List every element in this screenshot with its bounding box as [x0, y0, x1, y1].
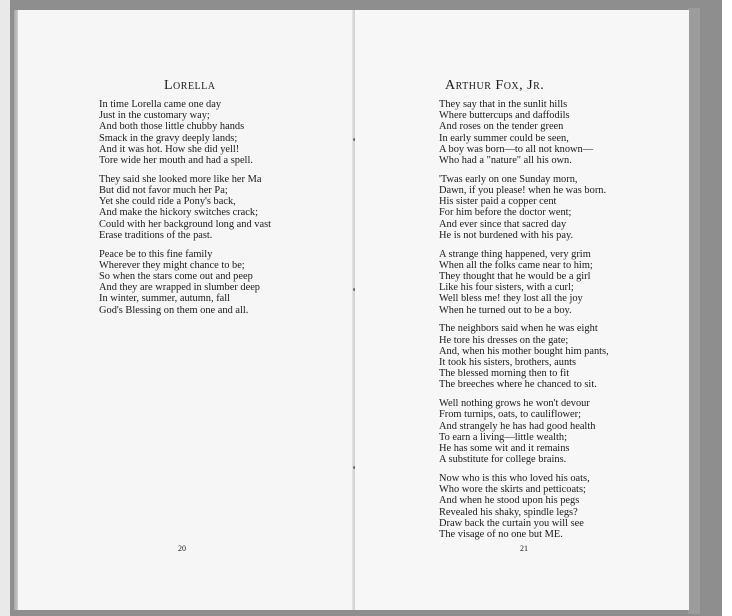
poem-line: When he turned out to be a boy. — [439, 304, 572, 316]
poem-body — [99, 99, 271, 323]
poem-title: Lorella — [164, 78, 216, 93]
poem-line: It took his sisters, brothers, aunts — [439, 357, 577, 369]
stanza — [99, 99, 271, 166]
poem-line: He tore his dresses on the gate; — [439, 334, 569, 346]
poem-line: The blessed morning then to fit — [439, 368, 570, 380]
poem-line: Well nothing grows he won't devour — [439, 398, 590, 410]
stanza — [439, 249, 609, 316]
poem-line: And make the hickory switches crack; — [99, 207, 258, 219]
poem-line: In winter, summer, autumn, fall — [99, 293, 231, 305]
poem-line: And roses on the tender green — [439, 121, 564, 133]
page-number: 21 — [520, 544, 528, 553]
poem-line: Dawn, if you please! when he was born. — [439, 185, 607, 197]
poem-line: Who had a "nature" all his own. — [439, 155, 572, 167]
poem-line: So when the stars come out and peep — [99, 271, 253, 283]
poem-line: Yet she could ride a Pony's back, — [99, 196, 236, 208]
stanza — [99, 174, 271, 241]
poem-line: And strangely he has had good health — [439, 420, 596, 432]
stanza — [439, 473, 609, 540]
poem-line: God's Blessing on them one and all. — [99, 304, 249, 316]
stanza — [439, 99, 609, 166]
right-page — [355, 10, 689, 610]
poem-line: The visage of no one but ME. — [439, 529, 563, 541]
poem-line: The neighbors said when he was eight — [439, 323, 598, 335]
stanza — [99, 249, 271, 316]
poem-line: They say that in the sunlit hills — [439, 99, 568, 110]
poem-line: In time Lorella came one day — [99, 99, 222, 110]
poem-line: He is not burdened with his pay. — [439, 229, 574, 241]
poem-line: And when he stood upon his pegs — [439, 495, 580, 507]
poem-line: His sister paid a copper cent — [439, 196, 557, 208]
poem-line: They said she looked more like her Ma — [99, 173, 262, 185]
stanza — [439, 398, 609, 465]
poem-line: Like his four sisters, with a curl; — [439, 282, 574, 294]
poem-line: To earn a living—little wealth; — [439, 431, 567, 443]
poem-body — [439, 99, 609, 548]
poem-line: For him before the doctor went; — [439, 207, 572, 219]
poem-line: Well bless me! they lost all the joy — [439, 293, 583, 305]
poem-line: Erase traditions of the past. — [99, 229, 213, 241]
poem-line: Now who is this who loved his oats, — [439, 473, 590, 485]
poem-line: A strange thing happened, very grim — [439, 248, 591, 260]
poem-line: But did not favor much her Pa; — [99, 185, 228, 197]
poem-line: Wherever they might chance to be; — [99, 259, 245, 271]
poem-line: And they are wrapped in slumber deep — [99, 282, 260, 294]
poem-line: Could with her background long and vast — [99, 218, 271, 230]
page-number: 20 — [178, 544, 186, 553]
poem-line: Where buttercups and daffodils — [439, 110, 570, 122]
poem-line: Revealed his shaky, spindle legs? — [439, 506, 578, 518]
poem-line: They thought that he would be a girl — [439, 271, 591, 283]
poem-line: When all the folks came near to him; — [439, 259, 593, 271]
poem-line: A substitute for college brains. — [439, 454, 567, 466]
poem-line: 'Twas early on one Sunday morn, — [439, 173, 578, 185]
poem-line: He has some wit and it remains — [439, 443, 570, 455]
poem-line: And ever since that sacred day — [439, 218, 567, 230]
poem-line: Smack in the gravy deeply lands; — [99, 132, 238, 144]
poem-line: And both those little chubby hands — [99, 121, 245, 133]
poem-title: Arthur Fox, Jr. — [445, 78, 545, 93]
stanza — [439, 174, 609, 241]
poem-line: In early summer could be seen, — [439, 132, 569, 144]
poem-line: Just in the customary way; — [99, 110, 210, 122]
poem-line: And, when his mother bought him pants, — [439, 345, 609, 357]
poem-line: Who wore the skirts and petticoats; — [439, 484, 586, 496]
stanza — [439, 323, 609, 390]
poem-line: Draw back the curtain you will see — [439, 517, 584, 529]
poem-line: A boy was born—to all not known— — [439, 143, 594, 155]
poem-line: And it was hot. How she did yell! — [99, 143, 240, 155]
poem-line: The breeches where he chanced to sit. — [439, 379, 597, 391]
poem-line: Tore wide her mouth and had a spell. — [99, 155, 253, 167]
poem-line: Peace be to this fine family — [99, 248, 213, 260]
booklet-right-edge — [688, 8, 700, 614]
left-page — [18, 10, 354, 610]
poem-line: From turnips, oats, to cauliflower; — [439, 409, 581, 421]
